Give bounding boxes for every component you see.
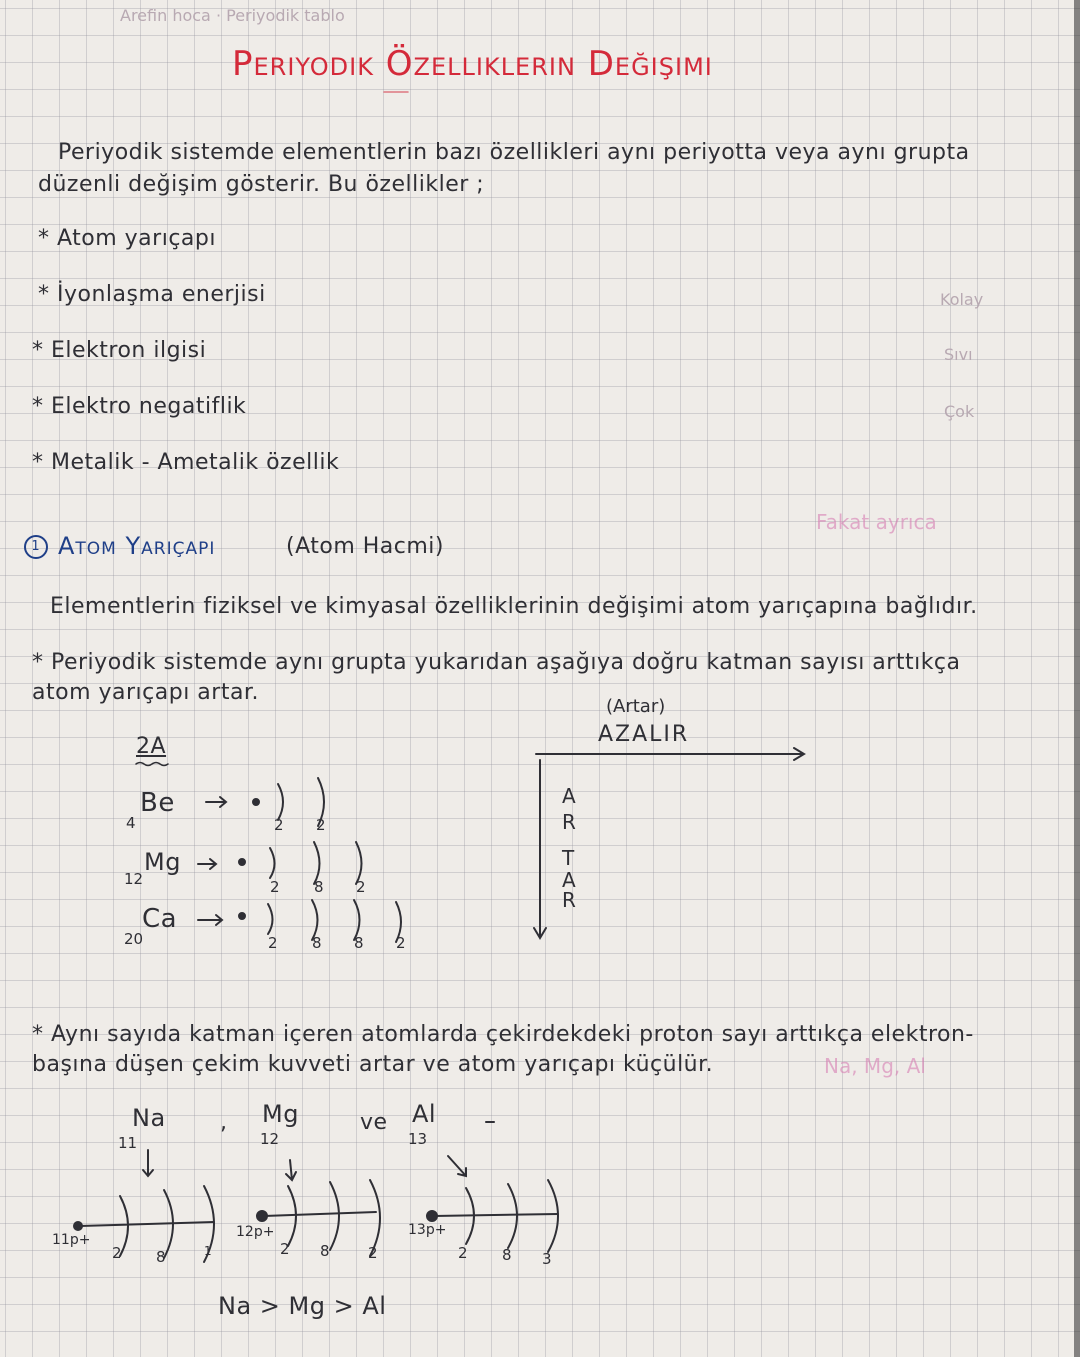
period-mg-symbol: Mg: [262, 1100, 299, 1128]
rule1-line-1: * Periyodik sistemde aynı grupta yukarıdan aşağıya doğru katman sayısı arttıkça: [32, 650, 961, 675]
pink-margin-note: Fakat ayrıca: [816, 510, 937, 534]
faint-header-note: Arefin hoca · Periyodik tablo: [120, 6, 345, 25]
property-ionization: * İyonlaşma enerjisi: [38, 282, 266, 307]
axis-vertical-letter-2: R: [562, 810, 576, 834]
radius-comparison: Na > Mg > Al: [218, 1292, 387, 1320]
property-metallic: * Metalik - Ametalik özellik: [32, 450, 340, 475]
period-sep-comma: ,: [220, 1110, 228, 1135]
page-title: Periyodik Özelliklerin Değişimi: [232, 44, 713, 84]
mg-nucleus-label: 12p+: [236, 1224, 275, 1240]
rule2-line-2: başına düşen çekim kuvveti artar ve atom yarıçapı küçülür.: [32, 1052, 714, 1077]
element-mg-symbol: Mg: [144, 848, 181, 876]
mg-period-shell-3: 2: [368, 1244, 378, 1262]
na-shell-1: 2: [112, 1244, 122, 1262]
be-shell-2: 2: [316, 816, 326, 834]
ca-shell-4: 2: [396, 934, 406, 952]
mg-shell-3: 2: [356, 878, 366, 896]
element-ca-z: 20: [124, 930, 144, 948]
al-shell-3: 3: [542, 1250, 552, 1268]
period-na-symbol: Na: [132, 1104, 166, 1132]
group-label: 2A: [136, 734, 167, 759]
section-intro-line: Elementlerin fiziksel ve kimyasal özelliklerinin değişimi atom yarıçapına bağlıdır.: [50, 594, 978, 619]
mg-period-shell-2: 8: [320, 1242, 330, 1260]
period-mg-z: 12: [260, 1130, 280, 1148]
na-nucleus-label: 11p+: [52, 1232, 91, 1248]
period-na-z: 11: [118, 1134, 138, 1152]
section-heading-paren: (Atom Hacmi): [286, 534, 445, 559]
period-sep-ve: ve: [360, 1110, 388, 1135]
al-shell-1: 2: [458, 1244, 468, 1262]
period-al-symbol: Al: [412, 1100, 437, 1128]
na-shell-2: 8: [156, 1248, 166, 1266]
axis-vertical-letter-1: A: [562, 784, 576, 808]
ca-shell-1: 2: [268, 934, 278, 952]
property-electron-affinity: * Elektron ilgisi: [32, 338, 207, 363]
axis-paren-label: (Artar): [606, 696, 666, 717]
margin-note-1: Kolay: [940, 290, 984, 309]
axis-vertical-letter-4: A: [562, 868, 576, 892]
element-be-symbol: Be: [140, 788, 175, 818]
property-atom-radius: * Atom yarıçapı: [38, 226, 216, 251]
mg-shell-2: 8: [314, 878, 324, 896]
intro-line-2: düzenli değişim gösterir. Bu özellikler ;: [38, 172, 485, 197]
axis-horizontal-label: AZALIR: [598, 722, 690, 747]
rule1-line-2: atom yarıçapı artar.: [32, 680, 259, 705]
ca-shell-2: 8: [312, 934, 322, 952]
element-mg-z: 12: [124, 870, 144, 888]
mg-shell-1: 2: [270, 878, 280, 896]
al-shell-2: 8: [502, 1246, 512, 1264]
property-electronegativity: * Elektro negatiflik: [32, 394, 247, 419]
margin-note-3: Çok: [944, 402, 975, 421]
margin-note-2: Sıvı: [944, 345, 973, 364]
element-ca-symbol: Ca: [142, 904, 178, 934]
section-heading: Atom Yarıçapı: [58, 532, 216, 560]
mg-period-shell-1: 2: [280, 1240, 290, 1258]
element-be-z: 4: [126, 814, 136, 832]
section-number-badge: 1: [24, 535, 48, 559]
axis-vertical-letter-5: R: [562, 888, 576, 912]
axis-vertical-letter-3: T: [562, 846, 575, 870]
be-shell-1: 2: [274, 816, 284, 834]
rule2-line-1: * Aynı sayıda katman içeren atomlarda çekirdekdeki proton sayı arttıkça elektron-: [32, 1022, 974, 1047]
period-al-z: 13: [408, 1130, 428, 1148]
na-shell-3: 1: [204, 1244, 212, 1258]
ca-shell-3: 8: [354, 934, 364, 952]
intro-line-1: Periyodik sistemde elementlerin bazı özellikleri aynı periyotta veya aynı grupta: [58, 140, 970, 165]
al-nucleus-label: 13p+: [408, 1222, 447, 1238]
rule2-pink-note: Na, Mg, Al: [824, 1054, 926, 1078]
